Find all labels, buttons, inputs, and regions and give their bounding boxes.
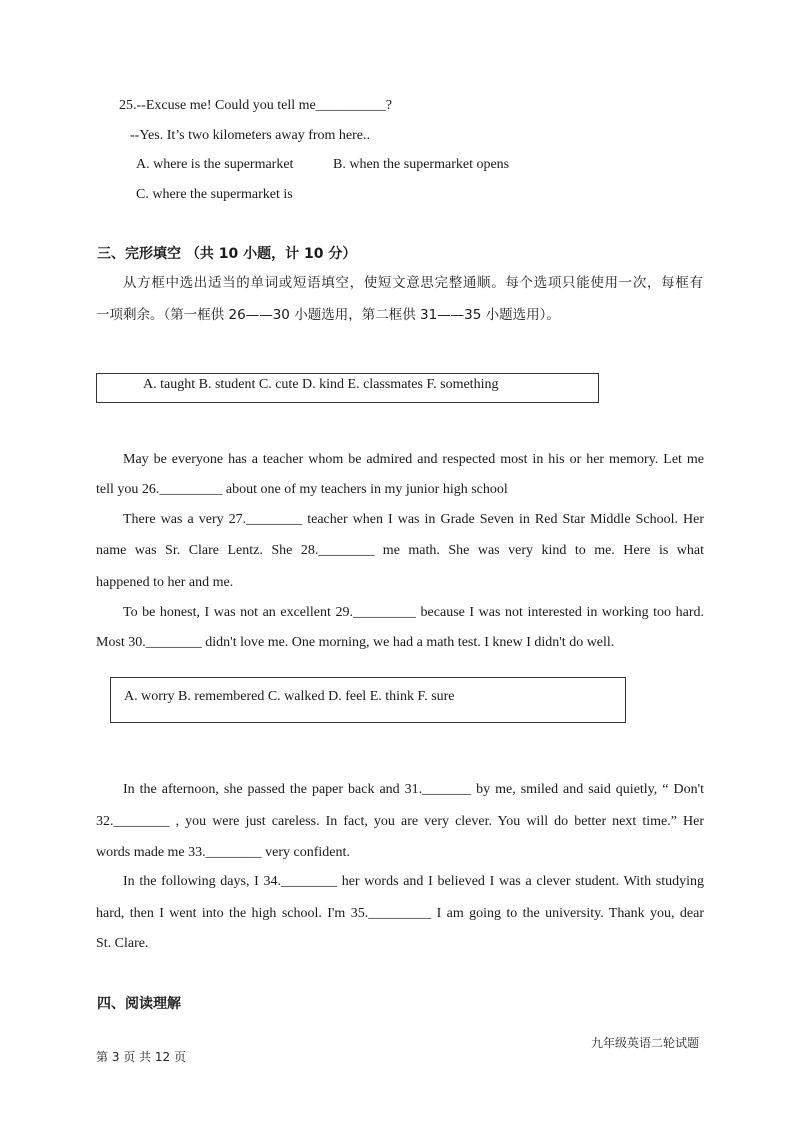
word-box-1-options: A. taught B. student C. cute D. kind E. classmates F. something (143, 377, 499, 392)
passage-line: St. Clare. (96, 936, 149, 951)
document-title: 九年级英语二轮试题 (591, 1036, 700, 1050)
passage-line: words made me 33.________ very confident. (96, 845, 350, 860)
passage-line: In the afternoon, she passed the paper back and 31._______ by me, smiled and said quietly, “ Don't (123, 782, 704, 797)
q25-option-c: C. where the supermarket is (136, 187, 293, 202)
passage-line: 32.________ , you were just careless. In fact, you are very clever. You will do better next time.” Her (96, 814, 704, 829)
passage-line: hard, then I went into the high school. I'm 35._________ I am going to the university. Thank you, dear (96, 906, 704, 921)
section4-heading: 四、阅读理解 (97, 996, 181, 1012)
page-number: 第 3 页 共 12 页 (96, 1050, 186, 1064)
section3-instruction-line1: 从方框中选出适当的单词或短语填空，使短文意思完整通顺。每个选项只能使用一次，每框有 (123, 275, 703, 291)
word-box-2-options: A. worry B. remembered C. walked D. feel E. think F. sure (124, 689, 455, 704)
q25-question: 25.--Excuse me! Could you tell me__________? (119, 98, 392, 113)
passage-line: Most 30.________ didn't love me. One morning, we had a math test. I knew I didn't do well. (96, 635, 615, 650)
passage-line: There was a very 27.________ teacher when I was in Grade Seven in Red Star Middle School. Her (123, 512, 704, 527)
passage-line: To be honest, I was not an excellent 29._________ because I was not interested in working too hard. (123, 605, 704, 620)
passage-line: name was Sr. Clare Lentz. She 28.________ me math. She was very kind to me. Here is what (96, 543, 704, 558)
section3-instruction-line2: 一项剩余。（第一框供 26——30 小题选用，第二框供 31——35 小题选用）。 (96, 307, 560, 323)
passage-line: tell you 26._________ about one of my teachers in my junior high school (96, 482, 508, 497)
passage-line: In the following days, I 34.________ her words and I believed I was a clever student. With studying (123, 874, 704, 889)
passage-line: May be everyone has a teacher whom be admired and respected most in his or her memory. Let me (123, 452, 704, 467)
section3-heading: 三、完形填空 （共 10 小题，计 10 分） (97, 246, 357, 262)
passage-line: happened to her and me. (96, 575, 234, 590)
q25-option-b: B. when the supermarket opens (333, 157, 510, 172)
q25-answer: --Yes. It’s two kilometers away from here.. (130, 128, 371, 143)
q25-option-a: A. where is the supermarket (136, 157, 294, 172)
